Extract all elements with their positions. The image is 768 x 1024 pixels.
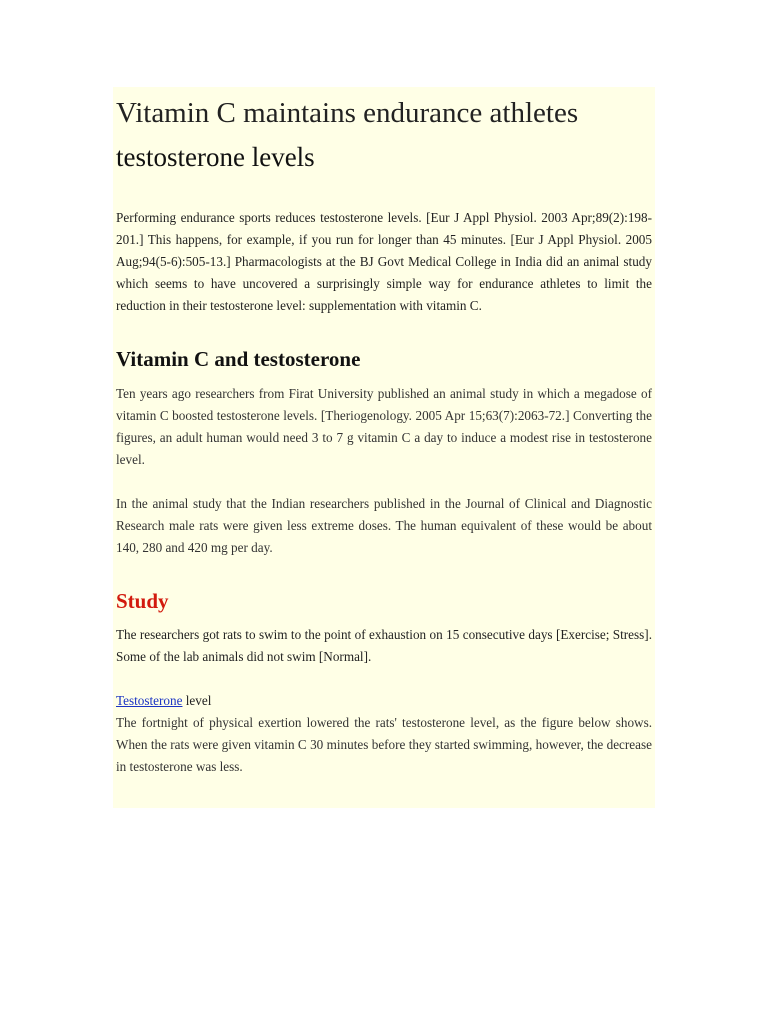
- figure-caption-suffix: level: [182, 693, 212, 708]
- article-title: [116, 91, 652, 179]
- section1-paragraph-2: In the animal study that the Indian researchers published in the Journal of Clinical and Diagnostic Research male rats were given less extreme doses. The human equivalent of these would be about 140, 280 and 420 mg per day.: [116, 496, 652, 555]
- study-paragraph-1: The researchers got rats to swim to the point of exhaustion on 15 consecutive days [Exercise; Stress]. Some of the lab animals did not swim [Normal].: [116, 627, 652, 664]
- section-heading-study: Study: [116, 589, 169, 613]
- section1-paragraph-1: Ten years ago researchers from Firat University published an animal study in which a megadose of vitamin C boosted testosterone levels. [Theriogenology. 2005 Apr 15;63(7):2063-72.] Converting the figures, an adult human would need 3 to 7 g vitamin C a day to induce a modest rise in testosterone level.: [116, 386, 652, 467]
- study-paragraph-2: The fortnight of physical exertion lowered the rats' testosterone level, as the figure below shows. When the rats were given vitamin C 30 minutes before they started swimming, however, the decrease in testosterone was less.: [116, 715, 652, 774]
- article-panel: [113, 87, 655, 808]
- intro-paragraph: Performing endurance sports reduces testosterone levels. [Eur J Appl Physiol. 2003 Apr;89(2):198-201.] This happens, for example, if you run for longer than 45 minutes. [Eur J Appl Physiol. 2005 Aug;94(5-6):505-13.] Pharmacologists at the BJ Govt Medical College in India did an animal study which seems to have uncovered a surprisingly simple way for endurance athletes to limit the reduction in their testosterone level: supplementation with vitamin C.: [116, 210, 652, 313]
- figure-caption-line: [116, 690, 652, 712]
- article-title-line1: Vitamin C maintains endurance athletes: [116, 97, 579, 129]
- article-title-line2: testosterone levels: [116, 142, 315, 172]
- section-heading-vitamin-c: Vitamin C and testosterone: [116, 347, 361, 371]
- testosterone-link[interactable]: Testosterone: [116, 693, 183, 708]
